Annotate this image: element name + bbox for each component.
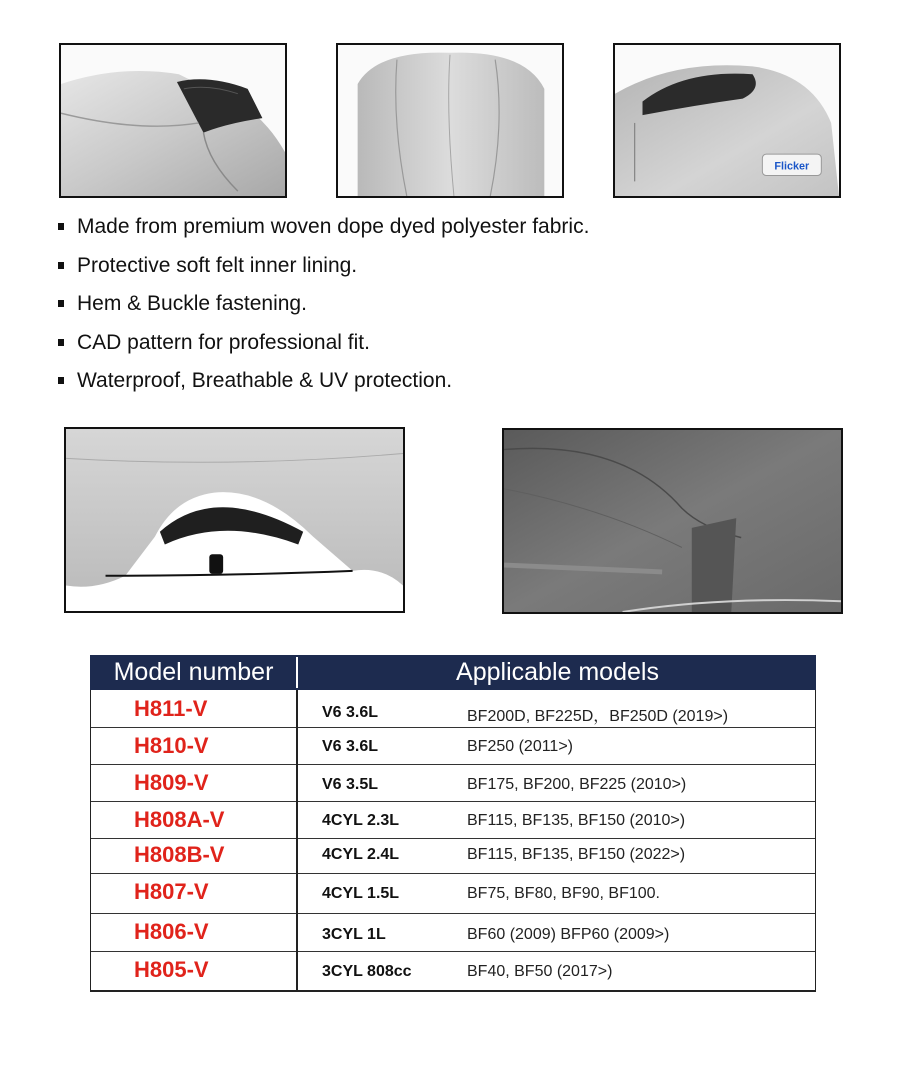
model-number: H807-V bbox=[134, 879, 209, 904]
flicker-logo: Flicker bbox=[774, 160, 810, 173]
engine-spec: 4CYL 1.5L bbox=[322, 885, 400, 902]
bullet-icon bbox=[58, 300, 64, 307]
table-row bbox=[90, 839, 816, 874]
photo-cover-back bbox=[336, 43, 564, 198]
model-number: H809-V bbox=[134, 770, 209, 795]
feature-list bbox=[58, 210, 589, 403]
applicable-models: BF250 (2011>) bbox=[467, 738, 573, 755]
bullet-icon bbox=[58, 223, 64, 230]
photo-cover-hem-buckle bbox=[64, 427, 405, 613]
model-number: H808A-V bbox=[134, 807, 225, 832]
applicable-models: BF40, BF50 (2017>) bbox=[467, 963, 613, 980]
engine-spec: V6 3.6L bbox=[322, 738, 379, 755]
header-applicable-models: Applicable models bbox=[456, 658, 659, 686]
table-row bbox=[90, 728, 816, 765]
engine-spec: 3CYL 808cc bbox=[322, 963, 412, 980]
engine-spec: V6 3.6L bbox=[322, 704, 379, 721]
feature-item: Protective soft felt inner lining. bbox=[58, 249, 589, 288]
bullet-icon bbox=[58, 377, 64, 384]
engine-spec: 3CYL 1L bbox=[322, 926, 386, 943]
applicable-models: BF115, BF135, BF150 (2010>) bbox=[467, 812, 686, 829]
bullet-icon bbox=[58, 339, 64, 346]
bullet-icon bbox=[58, 262, 64, 269]
photo-felt-inner-lining bbox=[502, 428, 843, 614]
applicable-models: BF115, BF135, BF150 (2022>) bbox=[467, 846, 686, 863]
photo-cover-top-vent-left bbox=[59, 43, 287, 198]
feature-item: Hem & Buckle fastening. bbox=[58, 287, 589, 326]
applicable-models: BF175, BF200, BF225 (2010>) bbox=[467, 776, 687, 793]
applicable-models: BF200D, BF225D，BF250D (2019>) bbox=[467, 708, 729, 725]
photo-cover-top-vent-right bbox=[613, 43, 841, 198]
engine-spec: 4CYL 2.4L bbox=[322, 846, 400, 863]
model-number: H808B-V bbox=[134, 842, 225, 867]
applicable-models: BF60 (2009) BFP60 (2009>) bbox=[467, 926, 670, 943]
table-row bbox=[90, 874, 816, 914]
model-number: H805-V bbox=[134, 957, 209, 982]
model-number: H806-V bbox=[134, 919, 209, 944]
applicable-models: BF75, BF80, BF90, BF100. bbox=[467, 885, 660, 902]
feature-item: Waterproof, Breathable & UV protection. bbox=[58, 364, 589, 403]
compatibility-table bbox=[90, 655, 816, 992]
header-model-number: Model number bbox=[113, 658, 274, 686]
model-number: H811-V bbox=[134, 696, 208, 721]
table-row bbox=[90, 914, 816, 952]
feature-item: Made from premium woven dope dyed polyester fabric. bbox=[58, 210, 589, 249]
table-row bbox=[90, 952, 816, 992]
model-number: H810-V bbox=[134, 733, 209, 758]
engine-spec: 4CYL 2.3L bbox=[322, 812, 400, 829]
table-row bbox=[90, 802, 816, 839]
feature-item: CAD pattern for professional fit. bbox=[58, 326, 589, 365]
table-row bbox=[90, 690, 816, 728]
engine-spec: V6 3.5L bbox=[322, 776, 379, 793]
table-row bbox=[90, 765, 816, 802]
